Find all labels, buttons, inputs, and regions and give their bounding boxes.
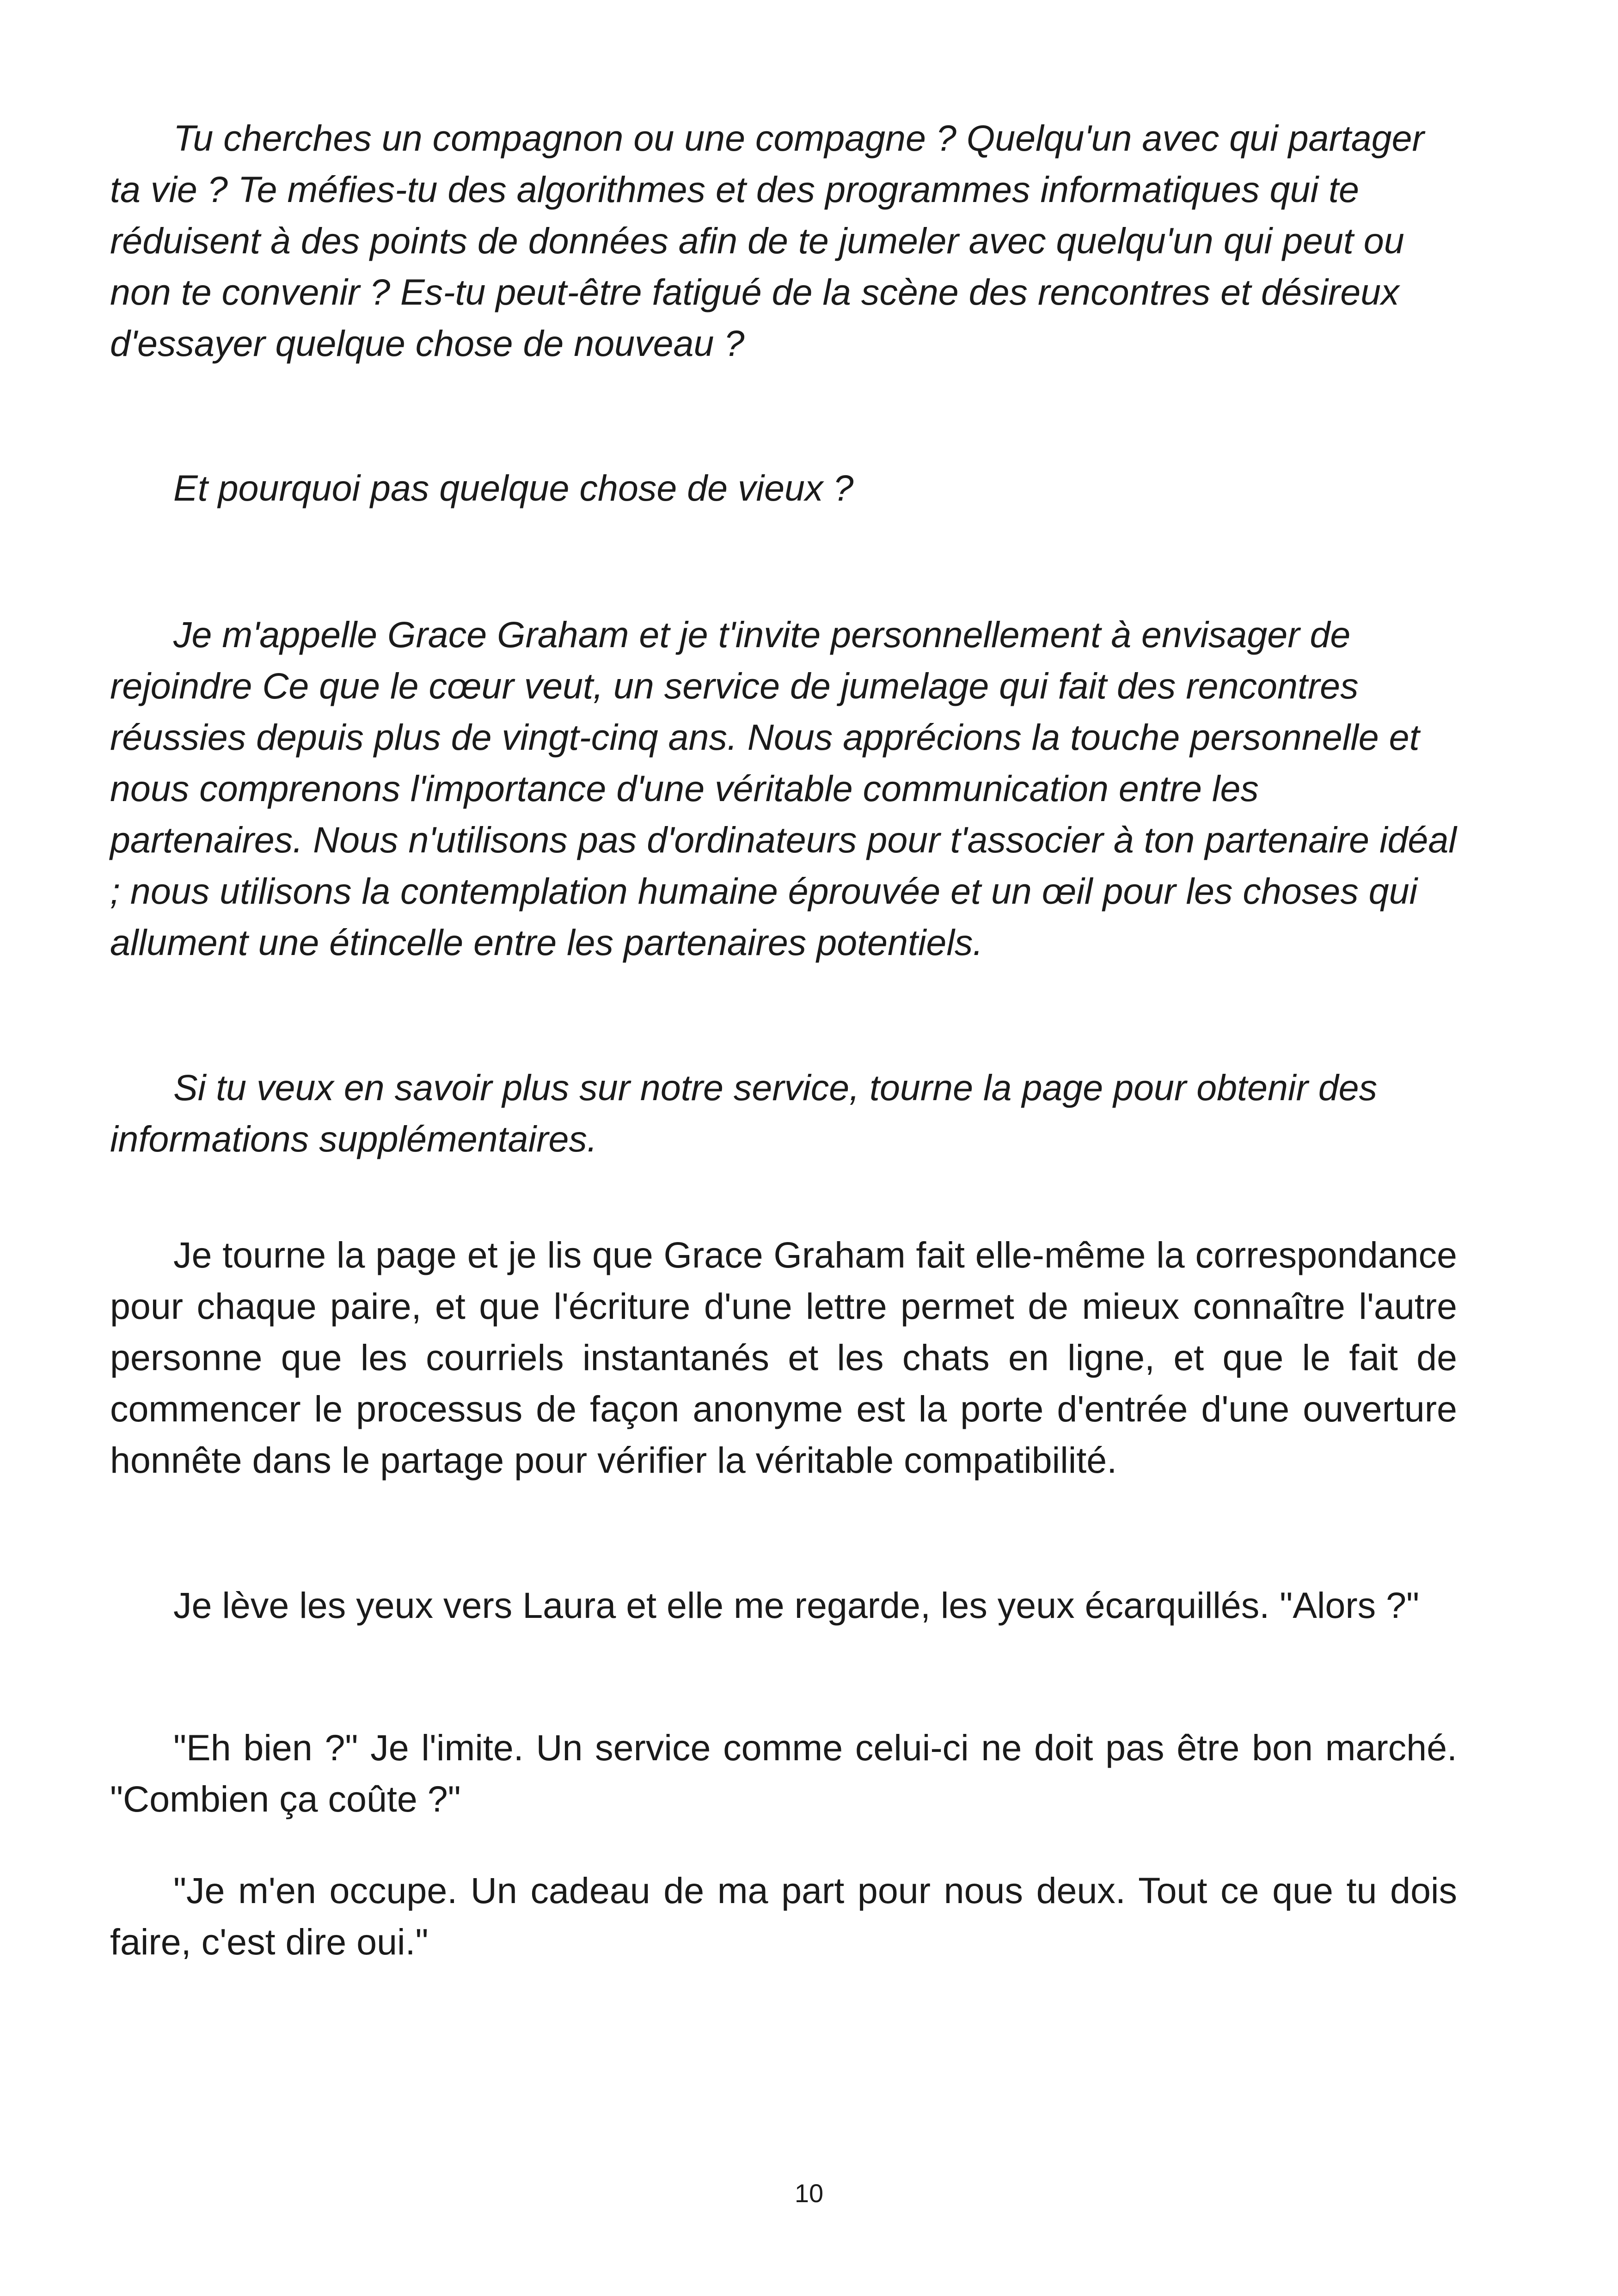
narrative-paragraph: "Eh bien ?" Je l'imite. Un service comme celui-ci ne doit pas être bon marché. "Combien ça coûte ?" bbox=[110, 1727, 1457, 1819]
narrative-paragraph: Je tourne la page et je lis que Grace Graham fait elle-même la correspondance pour chaque paire, et que l'écriture d'une lettre permet de mieux connaître l'autre personne que les courriels instantanés et les chats en ligne, et que le fait de commencer le processus de façon anonyme est la porte d'entrée d'une ouverture honnête dans le partage pour vérifier la véritable compatibilité. bbox=[110, 1234, 1457, 1481]
narrative-paragraph: Je lève les yeux vers Laura et elle me regarde, les yeux écarquillés. "Alors ?" bbox=[173, 1585, 1420, 1626]
letter-paragraph-question: Et pourquoi pas quelque chose de vieux ? bbox=[173, 467, 854, 508]
narrative-paragraph: "Je m'en occupe. Un cadeau de ma part pour nous deux. Tout ce que tu dois faire, c'est dire oui." bbox=[110, 1870, 1457, 1962]
letter-paragraph-closing: Si tu veux en savoir plus sur notre service, tourne la page pour obtenir des informations supplémentaires. bbox=[110, 1067, 1378, 1159]
letter-paragraph-intro: Tu cherches un compagnon ou une compagne ? Quelqu'un avec qui partager ta vie ? Te méfies-tu des algorithmes et des programmes informatiques qui te réduisent à des points de données afin de te jumeler avec quelqu'un qui peut ou non te convenir ? Es-tu peut-être fatigué de la scène des rencontres et désireux d'essayer quelque chose de nouveau ? bbox=[110, 117, 1424, 364]
letter-paragraph-introduction: Je m'appelle Grace Graham et je t'invite personnellement à envisager de rejoindre Ce que le cœur veut, un service de jumelage qui fait des rencontres réussies depuis plus de vingt-cinq ans. Nous apprécions la touche personnelle et nous comprenons l'importance d'une véritable communication entre les partenaires. Nous n'utilisons pas d'ordinateurs pour t'associer à ton partenaire idéal ; nous utilisons la contemplation humaine éprouvée et un œil pour les choses qui allument une étincelle entre les partenaires potentiels. bbox=[110, 614, 1457, 963]
page-number: 10 bbox=[794, 2179, 824, 2208]
